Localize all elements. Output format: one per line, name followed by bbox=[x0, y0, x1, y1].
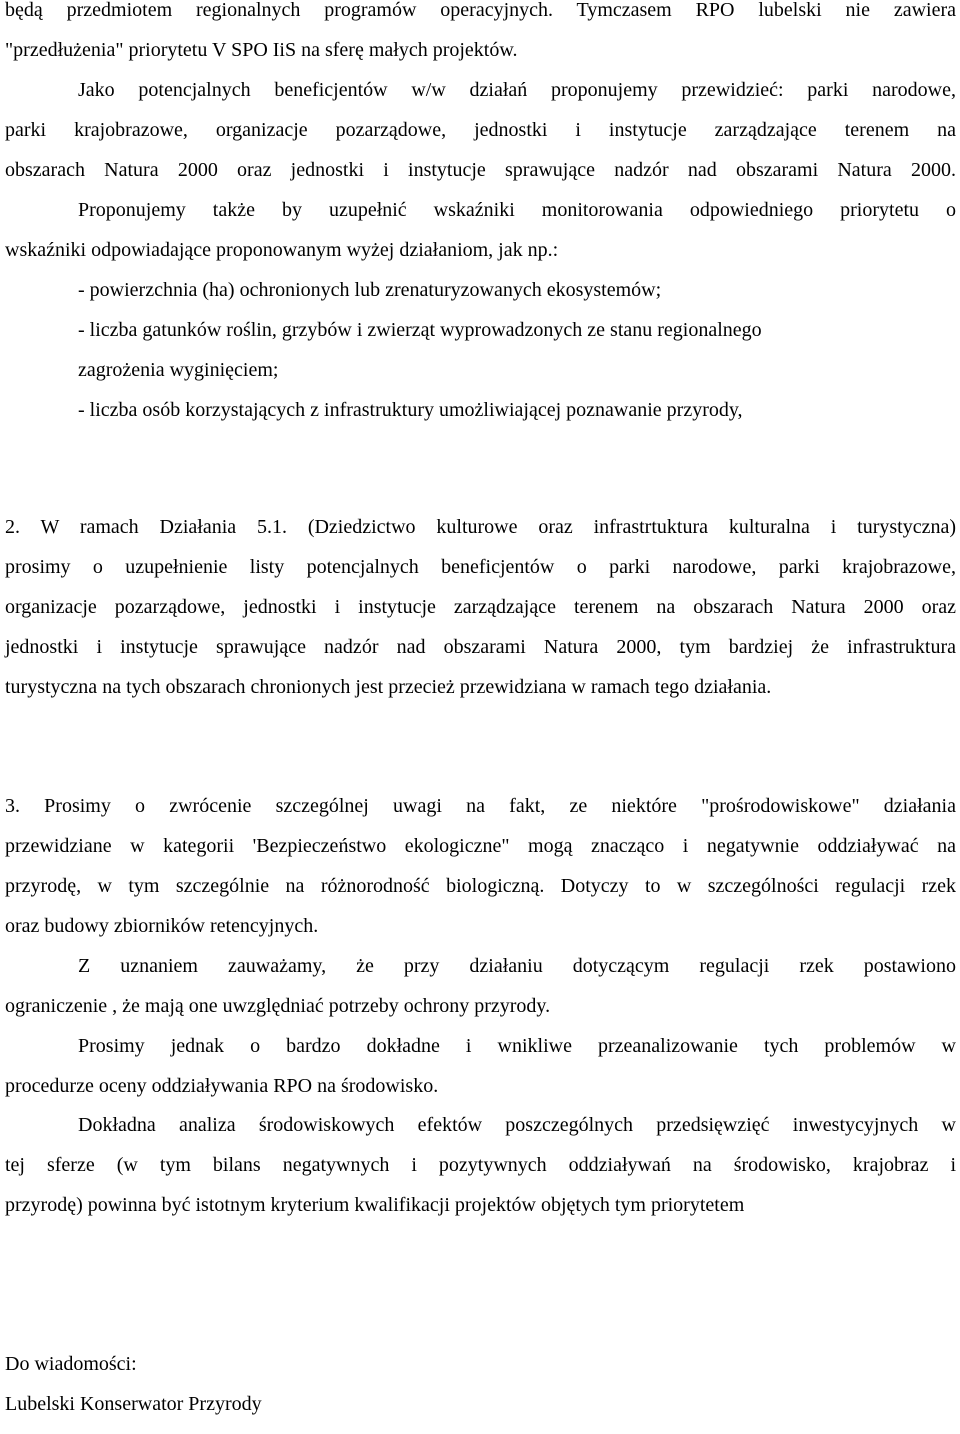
text-line: prosimy o uzupełnienie listy potencjalnych beneficjentów o parki narodowe, parki krajobrazowe, bbox=[5, 556, 956, 578]
text-line: "przedłużenia" priorytetu V SPO IiS na sferę małych projektów. bbox=[5, 39, 518, 61]
section-heading-line: 2. W ramach Działania 5.1. (Dziedzictwo kulturowe oraz infrastrtuktura kulturalna i turystyczna) bbox=[5, 516, 956, 538]
text-line: przyrodę, w tym szczególnie na różnorodność biologiczną. Dotyczy to w szczególności regulacji rzek bbox=[5, 875, 956, 897]
text-line: oraz budowy zbiorników retencyjnych. bbox=[5, 915, 319, 937]
text-line: parki krajobrazowe, organizacje pozarządowe, jednostki i instytucje zarządzające terenem na bbox=[5, 119, 956, 141]
text-line: organizacje pozarządowe, jednostki i instytucje zarządzające terenem na obszarach Natura 2000 oraz bbox=[5, 596, 956, 618]
text-line: procedurze oceny oddziaływania RPO na środowisko. bbox=[5, 1075, 439, 1097]
text-line: ograniczenie , że mają one uwzględniać potrzeby ochrony przyrody. bbox=[5, 995, 551, 1017]
list-item-continuation: zagrożenia wyginięciem; bbox=[78, 359, 279, 381]
text-line: obszarach Natura 2000 oraz jednostki i instytucje sprawujące nadzór nad obszarami Natura 2000. bbox=[5, 159, 956, 181]
text-line: Proponujemy także by uzupełnić wskaźniki monitorowania odpowiedniego priorytetu o bbox=[78, 199, 956, 221]
text-line: przyrodę) powinna być istotnym kryterium kwalifikacji projektów objętych tym priorytetem bbox=[5, 1194, 745, 1216]
text-line: wskaźniki odpowiadające proponowanym wyżej działaniom, jak np.: bbox=[5, 239, 559, 261]
text-line: Z uznaniem zauważamy, że przy działaniu dotyczącym regulacji rzek postawiono bbox=[78, 955, 956, 977]
text-line: przewidziane w kategorii 'Bezpieczeństwo ekologiczne" mogą znacząco i negatywnie oddziaływać na bbox=[5, 835, 956, 857]
cc-recipient: Lubelski Konserwator Przyrody bbox=[5, 1393, 262, 1415]
text-line: Prosimy jednak o bardzo dokładne i wnikliwe przeanalizowanie tych problemów w bbox=[78, 1035, 956, 1057]
list-item: - powierzchnia (ha) ochronionych lub zrenaturyzowanych ekosystemów; bbox=[78, 279, 662, 301]
text-line: jednostki i instytucje sprawujące nadzór nad obszarami Natura 2000, tym bardziej że infrastruktura bbox=[5, 636, 956, 658]
list-item: - liczba osób korzystających z infrastruktury umożliwiającej poznawanie przyrody, bbox=[78, 399, 743, 421]
text-line: Dokładna analiza środowiskowych efektów poszczególnych przedsięwzięć inwestycyjnych w bbox=[78, 1114, 956, 1136]
section-heading-line: 3. Prosimy o zwrócenie szczególnej uwagi na fakt, ze niektóre "prośrodowiskowe" działania bbox=[5, 795, 956, 817]
cc-label: Do wiadomości: bbox=[5, 1353, 137, 1375]
text-line: Jako potencjalnych beneficjentów w/w działań proponujemy przewidzieć: parki narodowe, bbox=[78, 79, 956, 101]
text-line: tej sferze (w tym bilans negatywnych i pozytywnych oddziaływań na środowisko, krajobraz i bbox=[5, 1154, 956, 1176]
text-line: będą przedmiotem regionalnych programów operacyjnych. Tymczasem RPO lubelski nie zawiera bbox=[5, 0, 956, 21]
list-item: - liczba gatunków roślin, grzybów i zwierząt wyprowadzonych ze stanu regionalnego bbox=[78, 319, 762, 341]
text-line: turystyczna na tych obszarach chronionych jest przecież przewidziana w ramach tego działania. bbox=[5, 676, 772, 698]
